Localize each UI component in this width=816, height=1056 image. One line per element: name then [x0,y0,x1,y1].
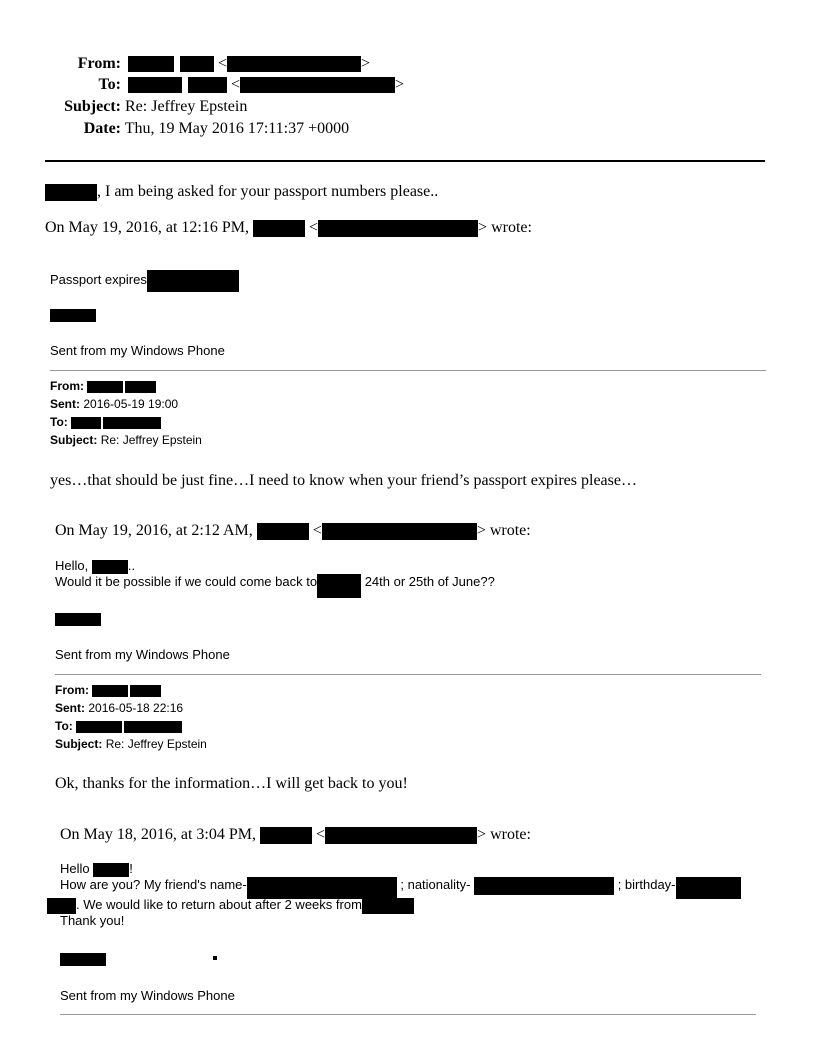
redacted-name [87,381,123,393]
hello-after: .. [127,558,136,573]
redacted-sender-email [227,56,361,72]
block3-to-label: To: [55,719,73,733]
block3-quote-intro-text: On May 18, 2016, at 3:04 PM, [60,826,256,843]
block2-from-row [50,379,156,394]
header-date-label: Date: [83,120,121,137]
block3-from-label: From: [55,683,89,697]
block2-sent-value: 2016-05-19 19:00 [83,397,179,411]
redacted-email [322,523,477,540]
redacted-name [71,417,101,429]
redacted-signature [60,953,106,966]
reply-1 [45,182,438,202]
block2-subject-label: Subject: [50,433,98,447]
block2-from-label: From: [50,379,84,393]
wrote-text: wrote: [491,219,532,236]
redacted-email [318,220,478,237]
redacted-birthday-cont [47,898,76,914]
header-divider [45,160,765,162]
block3-friend-line [60,877,741,899]
block2-sent-label: Sent: [50,397,80,411]
redacted-name [93,863,129,877]
redacted-recipient-email [240,77,395,93]
wrote-text: wrote: [490,826,531,843]
redacted-signature [55,613,101,626]
redacted-friend-name [247,877,397,899]
sent-from-2: Sent from my Windows Phone [55,647,230,662]
reply-1-text: , I am being asked for your passport numbers please.. [97,183,439,200]
block2-to-row [50,415,161,430]
block2-to-label: To: [50,415,68,429]
hello-text: Hello [60,861,90,876]
redacted-name [92,560,128,574]
block3-sent-value: 2016-05-18 22:16 [88,701,184,715]
hello-text: Hello, [55,558,89,573]
redacted-place [362,898,414,914]
hello-after: ! [129,861,133,876]
quote-divider-2 [55,674,761,675]
june-text: 24th or 25th of June?? [364,574,495,589]
block2-would-line [55,574,495,598]
stray-mark [213,956,217,960]
header-date-row [0,120,349,138]
block3-from-row [55,683,161,698]
block3-subject-value: Re: Jeffrey Epstein [105,737,207,751]
header-to-label: To: [98,76,121,93]
block2-hello [55,558,135,574]
block3-to-row [55,719,182,734]
header-subject-row [0,98,247,116]
angle-close: > [361,55,371,72]
header-from-label: From: [77,55,121,72]
redacted-name [130,685,161,697]
redacted-email [325,827,477,844]
redacted-name [260,827,312,844]
redacted-passport-date [147,270,239,292]
redacted-name [125,381,156,393]
block2-reply: yes…that should be just fine…I need to know when your friend’s passport expires please… [50,472,637,489]
redacted-name [253,220,305,237]
block3-reply: Ok, thanks for the information…I will get back to you! [55,775,408,792]
birthday-text: ; birthday- [617,877,676,892]
quote-divider-1 [50,370,766,371]
passport-expires-text: Passport expires [50,272,147,287]
passport-line [50,268,239,292]
return-text: . We would like to return about after 2 weeks from [76,897,362,912]
friend-name-text: How are you? My friend's name- [60,877,247,892]
block3-sent-row [55,701,183,716]
block2-subject-row [50,433,202,448]
header-subject-value: Re: Jeffrey Epstein [125,98,248,115]
quote-1-intro-text: On May 19, 2016, at 12:16 PM, [45,219,249,236]
wrote-text: wrote: [489,522,531,539]
redacted-recipient-last-name [188,77,227,93]
redacted-sender-last-name [180,56,214,72]
redacted-name [124,721,182,733]
redacted-name [257,523,309,540]
header-to-row [0,76,404,94]
block3-hello [60,861,133,877]
quote-1-intro: On May 19, 2016, at 12:16 PM, < > wrote: [45,219,532,236]
redacted-sender-first-name [128,56,174,72]
redacted-signature [50,309,96,322]
redacted-recipient-first-name [128,77,182,93]
angle-open: < [231,76,241,93]
block2-quote-intro: On May 19, 2016, at 2:12 AM, < > wrote: [55,522,531,539]
redacted-name [92,685,128,697]
redacted-place [317,574,361,598]
redacted-name [76,721,122,733]
redacted-nationality [474,877,614,895]
header-subject-label: Subject: [64,98,121,115]
block3-thanks: Thank you! [60,913,125,928]
nationality-text: ; nationality- [400,877,471,892]
redacted-name [103,417,161,429]
sent-from-3: Sent from my Windows Phone [60,988,235,1003]
block3-sent-label: Sent: [55,701,85,715]
sent-from-1: Sent from my Windows Phone [50,343,225,358]
block3-quote-intro: On May 18, 2016, at 3:04 PM, < > wrote: [60,826,531,843]
header-from-row [0,55,370,73]
block3-subject-row [55,737,207,752]
angle-close: > [395,76,405,93]
quote-divider-3 [60,1014,756,1015]
angle-open: < [218,55,228,72]
block2-quote-intro-text: On May 19, 2016, at 2:12 AM, [55,522,253,539]
block3-subject-label: Subject: [55,737,103,751]
redacted-name [45,184,97,201]
block2-subject-value: Re: Jeffrey Epstein [100,433,202,447]
would-be-text: Would it be possible if we could come back to [55,574,318,589]
block3-return-line [47,897,414,914]
block2-sent-row [50,397,178,412]
redacted-birthday [676,877,741,899]
header-date-value: Thu, 19 May 2016 17:11:37 +0000 [124,120,350,137]
